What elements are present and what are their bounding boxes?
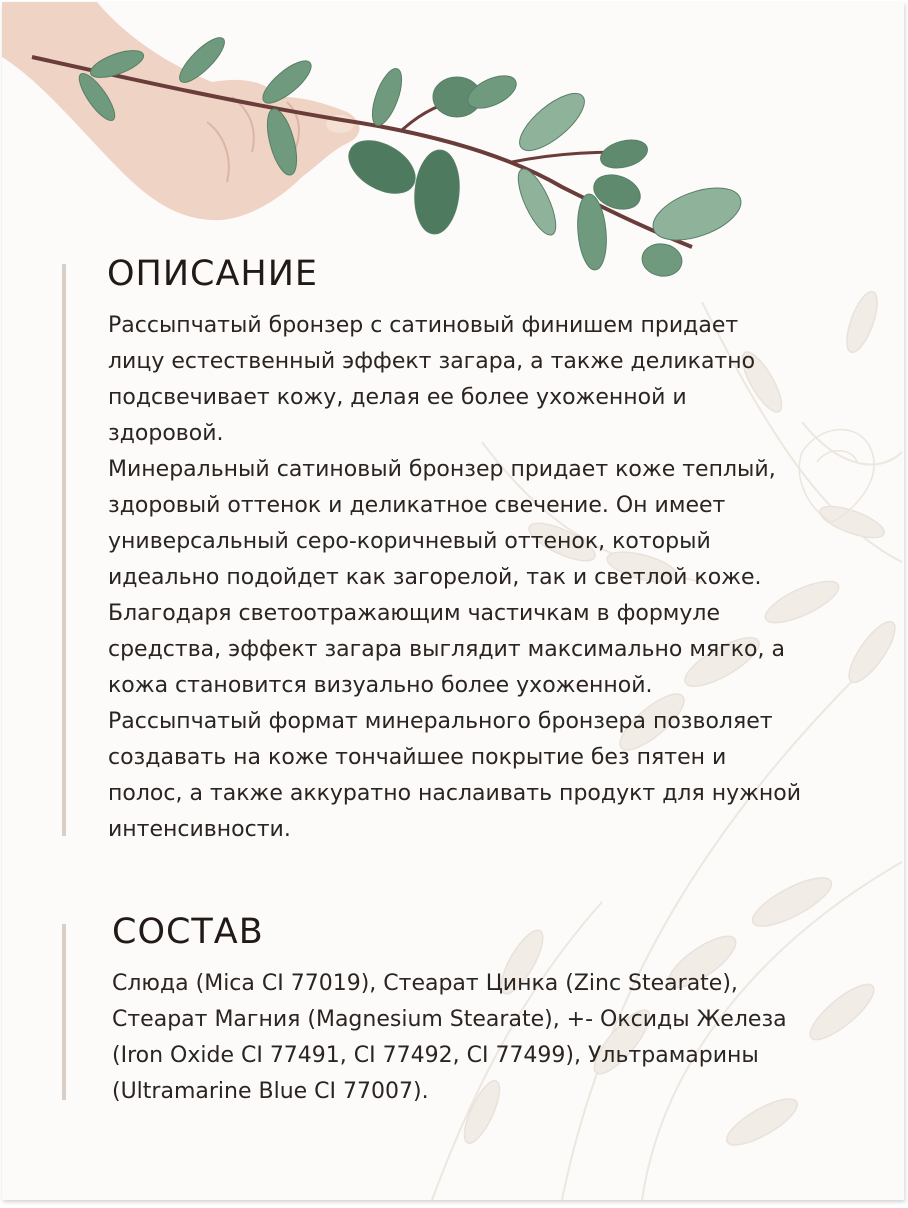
- composition-heading: СОСТАВ: [112, 912, 264, 952]
- description-line: создавать на коже тончайшее покрытие без пятен и: [108, 745, 727, 770]
- description-accent-bar: [62, 264, 66, 836]
- description-line: Минеральный сатиновый бронзер придает коже теплый,: [108, 457, 776, 482]
- composition-line: Слюда (Mica CI 77019), Стеарат Цинка (Zinc Stearate),: [112, 971, 738, 996]
- description-line: Рассыпчатый формат минерального бронзера позволяет: [108, 709, 773, 734]
- description-heading: ОПИСАНИЕ: [107, 254, 319, 294]
- composition-accent-bar: [62, 924, 66, 1100]
- description-line: универсальный серо-коричневый оттенок, который: [108, 529, 711, 554]
- description-line: здоровой.: [108, 421, 224, 446]
- description-line: полос, а также аккуратно наслаивать продукт для нужной: [108, 781, 802, 806]
- description-line: лицу естественный эффект загара, а также деликатно: [108, 349, 756, 374]
- description-line: средства, эффект загара выглядит максимально мягко, а: [108, 637, 785, 662]
- composition-line: Стеарат Магния (Magnesium Stearate), +- Оксиды Железа: [112, 1007, 787, 1032]
- description-line: Благодаря светоотражающим частичкам в формуле: [108, 601, 721, 626]
- composition-line: (Ultramarine Blue CI 77007).: [112, 1079, 429, 1104]
- composition-text: [112, 966, 787, 1110]
- description-line: интенсивности.: [108, 817, 291, 842]
- composition-line: (Iron Oxide CI 77491, CI 77492, CI 77499), Ультрамарины: [112, 1043, 759, 1068]
- description-line: подсвечивает кожу, делая ее более ухоженной и: [108, 385, 687, 410]
- description-line: здоровый оттенок и деликатное свечение. Он имеет: [108, 493, 726, 518]
- product-description-card: [2, 2, 904, 1200]
- description-line: идеально подойдет как загорелой, так и светлой коже.: [108, 565, 762, 590]
- description-text: [108, 308, 801, 848]
- description-line: кожа становится визуально более ухоженной.: [108, 673, 653, 698]
- description-line: Рассыпчатый бронзер с сатиновый финишем придает: [108, 313, 739, 338]
